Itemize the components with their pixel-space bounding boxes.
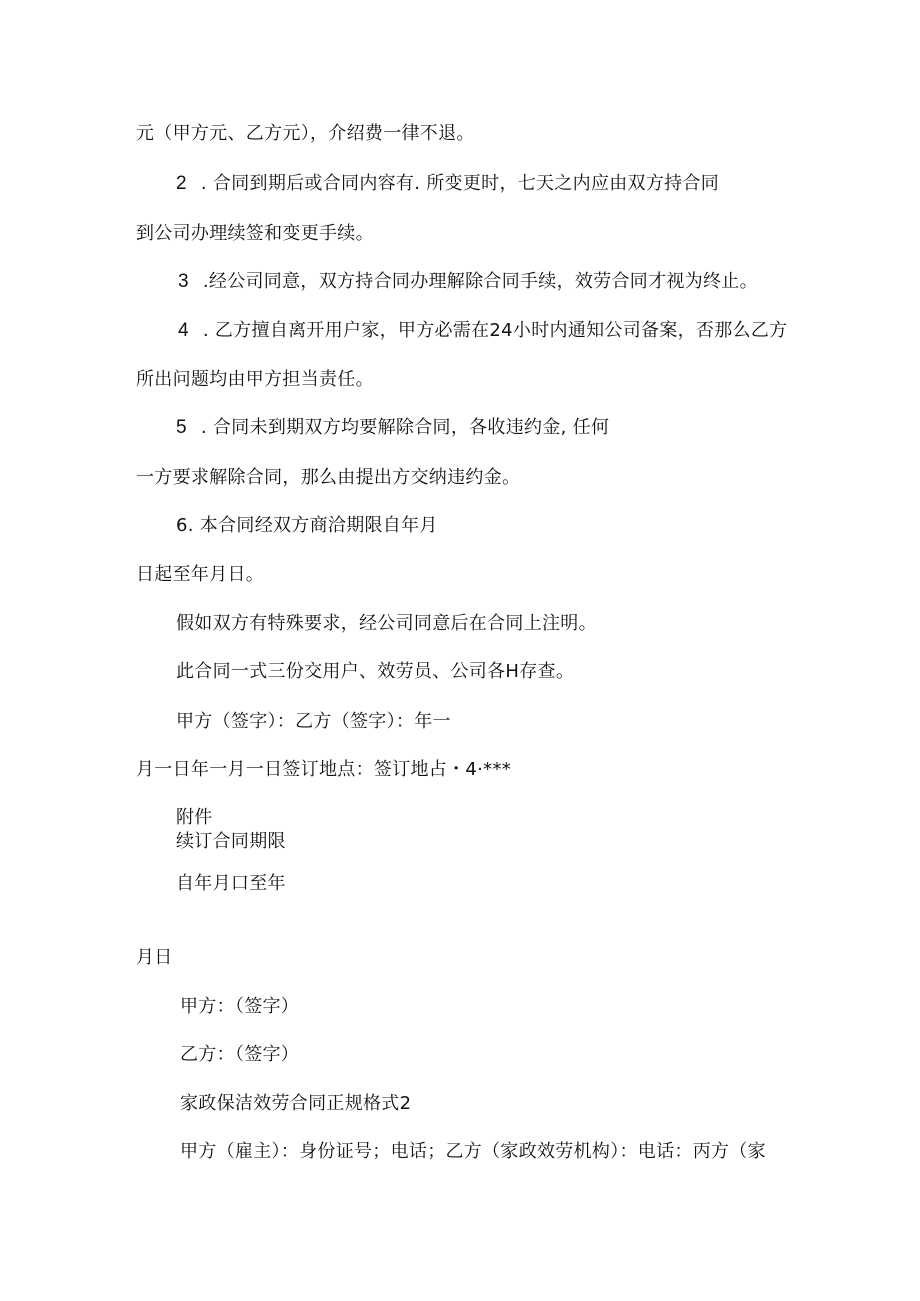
copies-line — [176, 660, 574, 684]
line-text: 月日 — [136, 947, 173, 968]
line-text: 此合同一式三份交用户、效劳员、公司各H存查。 — [176, 661, 575, 682]
line-text: . 合同未到期双方均要解除合同，各收违约金, 任何 — [200, 417, 610, 438]
contract-2-parties — [180, 1140, 766, 1164]
line-text: . 合同到期后或合同内容有. 所变更时，七天之内应由双方持合同 — [200, 173, 720, 194]
party-b-signature — [180, 1043, 299, 1067]
line-text: 甲方：（签字） — [180, 996, 300, 1017]
clause-3-line-1 — [178, 270, 758, 294]
clause-number: 5 — [176, 417, 187, 438]
clause-number: 4 — [178, 320, 189, 341]
text-line-1 — [136, 122, 475, 146]
line-text: 假如双方有特殊要求，经公司同意后在合同上注明。 — [176, 613, 597, 634]
line-text: 一方要求解除合同，那么由提出方交纳违约金。 — [136, 467, 521, 488]
appendix-heading — [176, 806, 213, 830]
line-text: 日起至年月日。 — [136, 564, 265, 585]
signature-line-2 — [136, 758, 511, 782]
clause-4-line-2 — [136, 368, 374, 392]
clause-number: 3 — [178, 271, 189, 292]
line-text: 乙方：（签字） — [180, 1044, 300, 1065]
line-text: 月一日年一月一日签订地点：签订地占・4·*** — [136, 759, 512, 780]
clause-2-line-1 — [176, 172, 719, 196]
line-text: . 乙方擅自离开用户家，甲方必需在24小时内通知公司备案，否那么乙方 — [202, 320, 788, 341]
clause-6-line-1 — [176, 514, 438, 538]
line-text: 续订合同期限 — [176, 831, 286, 852]
renewal-term-from — [176, 872, 286, 896]
line-text: 所出问题均由甲方担当责任。 — [136, 369, 374, 390]
line-text: 自年月口至年 — [176, 873, 286, 894]
line-text: 甲方（雇主）：身份证号；电话；乙方（家政效劳机构）：电话：丙方（家 — [180, 1141, 766, 1162]
signature-line-1 — [176, 710, 451, 734]
line-text: .经公司同意，双方持合同办理解除合同手续，效劳合同才视为终止。 — [202, 271, 758, 292]
party-a-signature — [180, 995, 299, 1019]
clause-5-line-1 — [176, 416, 609, 440]
renewal-term-to — [136, 946, 173, 970]
clause-2-line-2 — [136, 222, 374, 246]
line-text: 6. 本合同经双方商洽期限自年月 — [176, 515, 438, 536]
line-text: 附件 — [176, 807, 213, 828]
clause-5-line-2 — [136, 466, 520, 490]
line-text: 到公司办理续签和变更手续。 — [136, 223, 374, 244]
line-text: 家政保洁效劳合同正规格式2 — [180, 1093, 412, 1114]
line-text: 甲方（签字）：乙方（签字）：年一 — [176, 711, 451, 732]
line-text: 元（甲方元、乙方元），介绍费一律不退。 — [136, 123, 475, 144]
clause-4-line-1 — [178, 319, 787, 343]
clause-6-line-2 — [136, 563, 264, 587]
contract-2-title — [180, 1092, 411, 1116]
clause-number: 2 — [176, 173, 187, 194]
special-requirements-line — [176, 612, 597, 636]
renewal-term-label — [176, 830, 286, 854]
